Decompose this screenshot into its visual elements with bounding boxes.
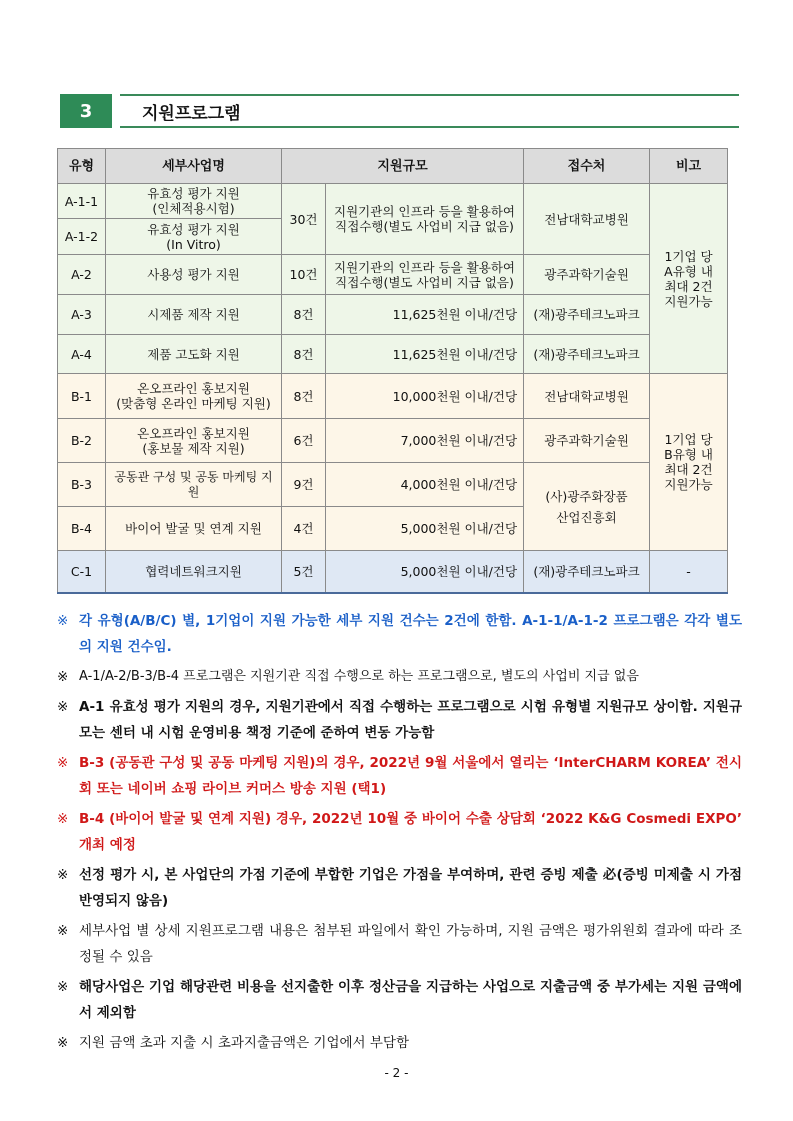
- cell-remarks-a: 1기업 당 A유형 내 최대 2건 지원가능: [650, 184, 728, 374]
- section-header: [60, 94, 739, 128]
- cell-program-name: 유효성 평가 지원 (인체적용시험): [106, 184, 282, 219]
- cell-amount: 7,000천원 이내/건당: [326, 419, 524, 463]
- cell-type: B-2: [58, 419, 106, 463]
- cell-program-name: 사용성 평가 지원: [106, 255, 282, 295]
- table-row: [58, 335, 728, 374]
- table-row: [58, 295, 728, 335]
- header-scale: 지원규모: [282, 149, 524, 184]
- note-text: 선정 평가 시, 본 사업단의 가점 기준에 부합한 기업은 가점을 부여하며, 관련 증빙 제출 必(증빙 미제출 시 가점 반영되지 않음): [79, 867, 742, 909]
- note-text: 지원 금액 초과 지출 시 초과지출금액은 기업에서 부담함: [79, 1035, 409, 1051]
- cell-remarks-b: 1기업 당 B유형 내 최대 2건 지원가능: [650, 374, 728, 551]
- cell-count: 9건: [282, 463, 326, 507]
- note-text: B-4 (바이어 발굴 및 연계 지원) 경우, 2022년 10월 중 바이어 수출 상담회 ‘2022 K&G Cosmedi EXPO’ 개최 예정: [79, 811, 742, 853]
- cell-amount: 5,000천원 이내/건당: [326, 507, 524, 551]
- note-item: [57, 664, 742, 690]
- cell-count: 6건: [282, 419, 326, 463]
- note-text: A-1/A-2/B-3/B-4 프로그램은 지원기관 직접 수행으로 하는 프로그램으로, 별도의 사업비 지급 없음: [79, 669, 639, 684]
- cell-type: A-1-1: [58, 184, 106, 219]
- cell-amount: 5,000천원 이내/건당: [326, 551, 524, 593]
- cell-organization: (재)광주테크노파크: [524, 551, 650, 593]
- note-mark: ※: [57, 811, 69, 827]
- cell-program-name: 온오프라인 홍보지원 (맞춤형 온라인 마케팅 지원): [106, 374, 282, 419]
- program-table: [57, 148, 728, 594]
- section-title: 지원프로그램: [142, 103, 241, 124]
- cell-type: B-4: [58, 507, 106, 551]
- note-text: A-1 유효성 평가 지원의 경우, 지원기관에서 직접 수행하는 프로그램으로 시험 유형별 지원규모 상이함. 지원규모는 센터 내 시험 운영비용 책정 기준에 준하여 변동 가능함: [79, 699, 742, 741]
- cell-amount: 11,625천원 이내/건당: [326, 335, 524, 374]
- note-text: 해당사업은 기업 해당관련 비용을 선지출한 이후 정산금을 지급하는 사업으로 지출금액 중 부가세는 지원 금액에서 제외함: [79, 979, 742, 1021]
- cell-type: C-1: [58, 551, 106, 593]
- note-mark: ※: [57, 755, 69, 771]
- section-number: 3: [60, 94, 112, 128]
- table-row: [58, 374, 728, 419]
- note-item: [57, 862, 742, 914]
- header-organization: 접수처: [524, 149, 650, 184]
- cell-program-name: 유효성 평가 지원 (In Vitro): [106, 219, 282, 255]
- cell-count: 8건: [282, 335, 326, 374]
- table-row: [58, 419, 728, 463]
- cell-organization: 광주과학기술원: [524, 255, 650, 295]
- note-item: [57, 806, 742, 858]
- cell-amount: 10,000천원 이내/건당: [326, 374, 524, 419]
- cell-organization: 전남대학교병원: [524, 184, 650, 255]
- cell-count: 8건: [282, 374, 326, 419]
- cell-type: A-2: [58, 255, 106, 295]
- notes-list: [57, 608, 742, 1060]
- header-remarks: 비고: [650, 149, 728, 184]
- cell-program-name: 온오프라인 홍보지원 (홍보물 제작 지원): [106, 419, 282, 463]
- header-program-name: 세부사업명: [106, 149, 282, 184]
- cell-remarks-c: -: [650, 551, 728, 593]
- note-mark: ※: [57, 923, 69, 939]
- note-mark: ※: [57, 613, 69, 629]
- cell-organization: (재)광주테크노파크: [524, 295, 650, 335]
- cell-organization: 광주과학기술원: [524, 419, 650, 463]
- table-row: [58, 255, 728, 295]
- header-type: 유형: [58, 149, 106, 184]
- cell-organization: 전남대학교병원: [524, 374, 650, 419]
- note-text: 각 유형(A/B/C) 별, 1기업이 지원 가능한 세부 지원 건수는 2건에 한함. A-1-1/A-1-2 프로그램은 각각 별도의 지원 건수임.: [79, 613, 742, 655]
- note-mark: ※: [57, 867, 69, 883]
- cell-count: 5건: [282, 551, 326, 593]
- header-bottom-rule: [120, 126, 739, 128]
- note-mark: ※: [57, 699, 69, 715]
- note-item: [57, 608, 742, 660]
- cell-amount: 4,000천원 이내/건당: [326, 463, 524, 507]
- cell-type: B-3: [58, 463, 106, 507]
- cell-organization: (사)광주화장품 산업진흥회: [524, 463, 650, 551]
- note-text: B-3 (공동관 구성 및 공동 마케팅 지원)의 경우, 2022년 9월 서울에서 열리는 ‘InterCHARM KOREA’ 전시회 또는 네이버 쇼핑 라이브 커머스 방송 지원 (택1): [79, 755, 742, 797]
- cell-count: 8건: [282, 295, 326, 335]
- table-row: [58, 551, 728, 593]
- note-text: 세부사업 별 상세 지원프로그램 내용은 첨부된 파일에서 확인 가능하며, 지원 금액은 평가위원회 결과에 따라 조정될 수 있음: [79, 923, 742, 965]
- cell-count: 4건: [282, 507, 326, 551]
- note-item: [57, 750, 742, 802]
- note-mark: ※: [57, 979, 69, 995]
- cell-count: 10건: [282, 255, 326, 295]
- note-item: [57, 1030, 742, 1056]
- cell-support-desc: 지원기관의 인프라 등을 활용하여 직접수행(별도 사업비 지급 없음): [326, 255, 524, 295]
- cell-organization: (재)광주테크노파크: [524, 335, 650, 374]
- note-mark: ※: [57, 669, 69, 685]
- note-item: [57, 694, 742, 746]
- cell-type: A-4: [58, 335, 106, 374]
- cell-support-desc: 지원기관의 인프라 등을 활용하여 직접수행(별도 사업비 지급 없음): [326, 184, 524, 255]
- cell-amount: 11,625천원 이내/건당: [326, 295, 524, 335]
- table-row: [58, 463, 728, 507]
- note-item: [57, 974, 742, 1026]
- cell-program-name: 바이어 발굴 및 연계 지원: [106, 507, 282, 551]
- page-number: - 2 -: [384, 1066, 409, 1080]
- table-header-row: [58, 149, 728, 184]
- note-item: [57, 918, 742, 970]
- cell-program-name: 공동관 구성 및 공동 마케팅 지원: [106, 463, 282, 507]
- cell-count: 30건: [282, 184, 326, 255]
- cell-program-name: 협력네트워크지원: [106, 551, 282, 593]
- note-mark: ※: [57, 1035, 69, 1051]
- cell-type: A-1-2: [58, 219, 106, 255]
- cell-type: B-1: [58, 374, 106, 419]
- cell-program-name: 제품 고도화 지원: [106, 335, 282, 374]
- cell-program-name: 시제품 제작 지원: [106, 295, 282, 335]
- cell-type: A-3: [58, 295, 106, 335]
- table-row: [58, 184, 728, 219]
